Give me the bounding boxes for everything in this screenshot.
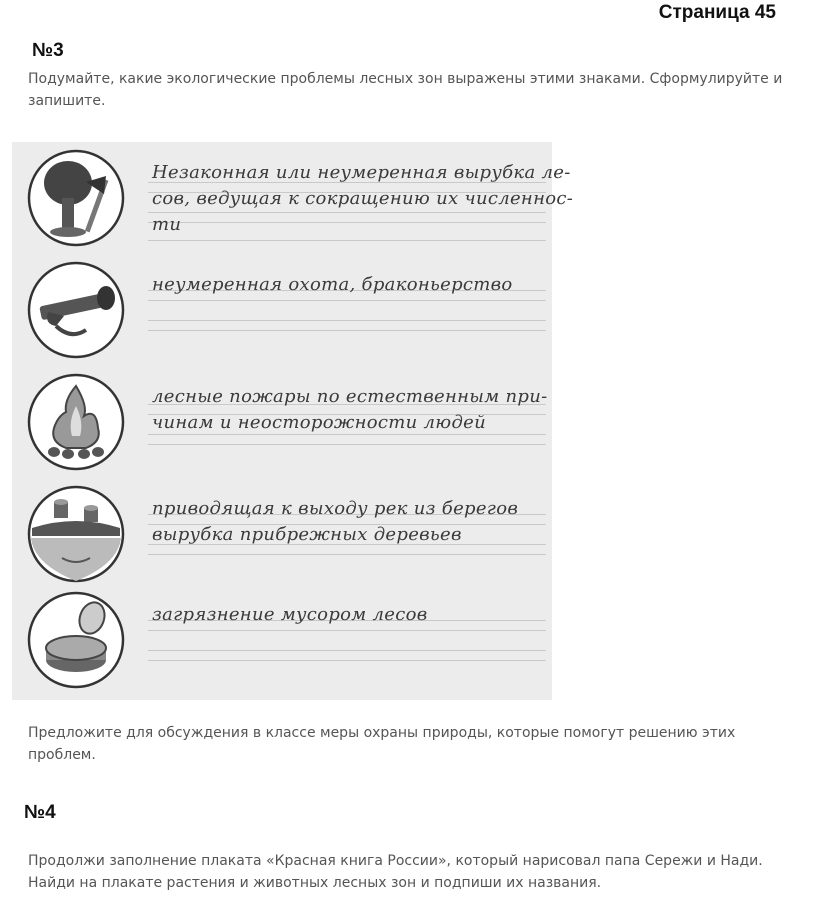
handwritten-line: вырубка прибрежных деревьев <box>152 524 462 545</box>
campfire-icon <box>26 372 126 472</box>
handwritten-line: чинам и неосторожности людей <box>152 412 487 433</box>
worksheet-row <box>12 260 552 370</box>
rifle-icon <box>26 260 126 360</box>
worksheet-row <box>12 148 574 258</box>
task4-heading: №4 <box>24 802 56 823</box>
task3-instruction: Подумайте, какие экологические проблемы лесных зон выражены этими знаками. Сформулируйте и запишите. <box>28 71 783 109</box>
worksheet-image <box>12 142 574 700</box>
tree-axe-icon <box>26 148 126 248</box>
handwritten-line: ти <box>152 214 182 235</box>
task4-instruction: Продолжи заполнение плаката «Красная книга России», который нарисовал папа Сережи и Нади. Найди на плакате растения и животных лесных зон и подпиши их названия. <box>28 853 763 891</box>
handwritten-line: Незаконная или неумеренная вырубка ле- <box>152 162 571 183</box>
stumps-river-icon <box>26 484 126 584</box>
handwritten-line: сов, ведущая к сокращению их численнос- <box>152 188 574 209</box>
tin-can-icon <box>26 590 126 690</box>
handwritten-line: неумеренная охота, браконьерство <box>152 274 513 295</box>
handwritten-line: загрязнение мусором лесов <box>152 604 428 625</box>
handwritten-line: лесные пожары по естественным при- <box>152 386 548 407</box>
handwritten-line: приводящая к выходу рек из берегов <box>152 498 519 519</box>
task3-followup: Предложите для обсуждения в классе меры охраны природы, которые помогут решению этих проблем. <box>28 725 736 763</box>
task3-heading: №3 <box>32 40 64 61</box>
worksheet-row <box>12 484 552 594</box>
worksheet-row <box>12 590 552 700</box>
worksheet-row <box>12 372 552 482</box>
page-number: Страница 45 <box>658 2 776 23</box>
